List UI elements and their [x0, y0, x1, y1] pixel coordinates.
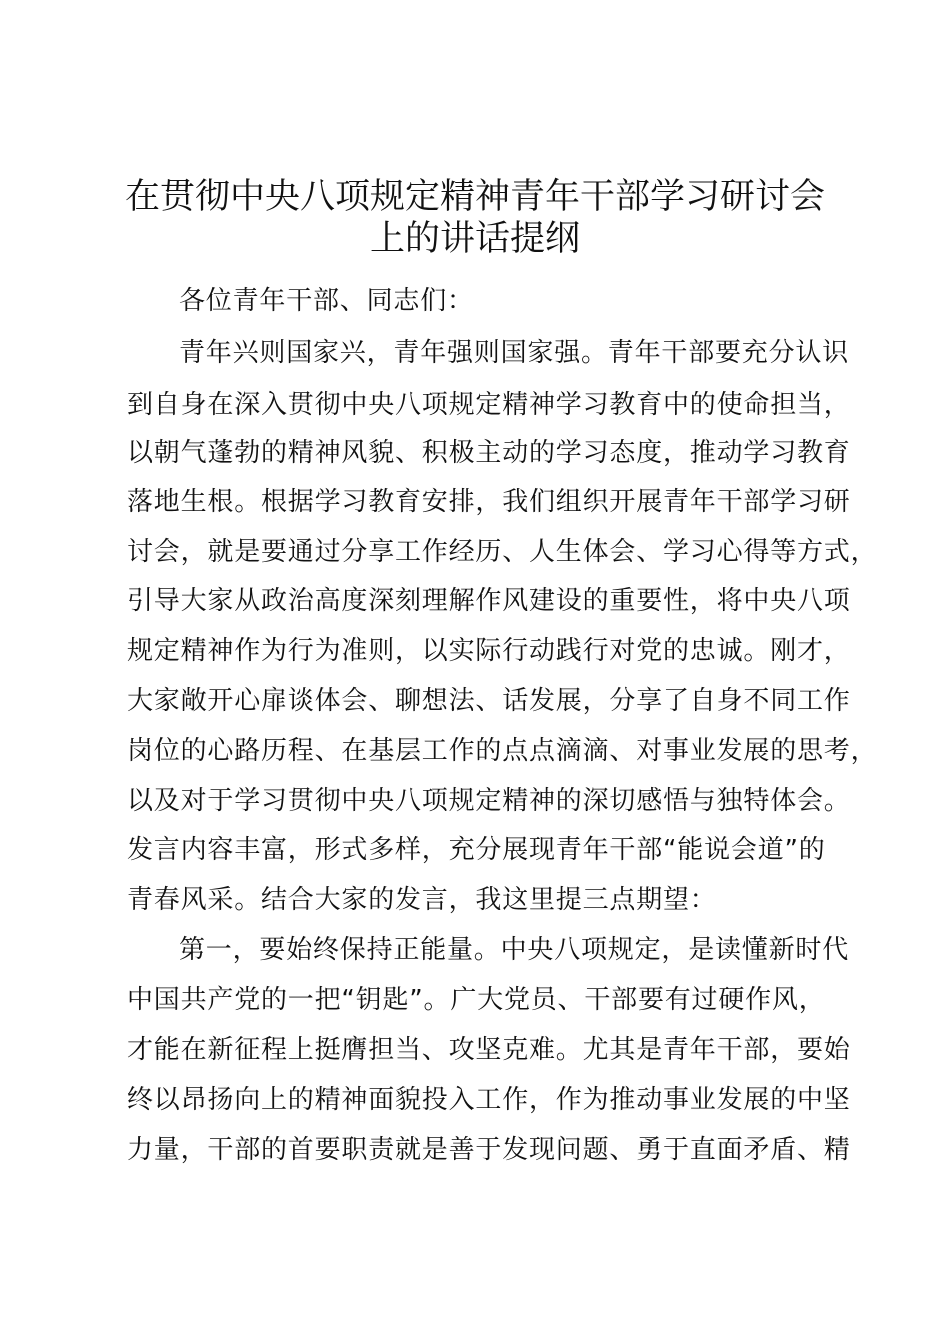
body-line: 才能在新征程上挺膺担当、攻坚克难。尤其是青年干部，要始 — [127, 1035, 851, 1065]
body-line: 发言内容丰富，形式多样，充分展现青年干部“能说会道”的 — [127, 835, 826, 865]
body-line: 青年兴则国家兴，青年强则国家强。青年干部要充分认识 — [179, 338, 850, 368]
salutation: 各位青年干部、同志们： — [179, 286, 474, 316]
title-line-1: 在贯彻中央八项规定精神青年干部学习研讨会 — [124, 177, 825, 217]
body-line: 规定精神作为行为准则，以实际行动践行对党的忠诚。刚才， — [127, 636, 851, 666]
body-line: 引导大家从政治高度深刻理解作风建设的重要性，将中央八项 — [127, 586, 851, 616]
body-line: 讨会，就是要通过分享工作经历、人生体会、学习心得等方式， — [127, 537, 878, 567]
body-line: 中国共产党的一把“钥匙”。广大党员、干部要有过硬作风， — [127, 985, 826, 1015]
body-line: 终以昂扬向上的精神面貌投入工作，作为推动事业发展的中坚 — [127, 1085, 851, 1115]
title-line-2: 上的讲话提纲 — [369, 219, 580, 259]
body-line: 青春风采。结合大家的发言，我这里提三点期望： — [127, 885, 717, 915]
body-line: 到自身在深入贯彻中央八项规定精神学习教育中的使命担当， — [127, 390, 851, 420]
body-line: 落地生根。根据学习教育安排，我们组织开展青年干部学习研 — [127, 487, 851, 517]
body-line: 第一，要始终保持正能量。中央八项规定，是读懂新时代 — [179, 935, 850, 965]
document-title — [110, 176, 840, 260]
body-line: 大家敞开心扉谈体会、聊想法、话发展，分享了自身不同工作 — [127, 686, 851, 716]
body-line: 以朝气蓬勃的精神风貌、积极主动的学习态度，推动学习教育 — [127, 438, 851, 468]
body-line: 以及对于学习贯彻中央八项规定精神的深切感悟与独特体会。 — [127, 786, 851, 816]
body-line: 力量，干部的首要职责就是善于发现问题、勇于直面矛盾、精 — [127, 1135, 851, 1165]
body-line: 岗位的心路历程、在基层工作的点点滴滴、对事业发展的思考， — [127, 736, 878, 766]
